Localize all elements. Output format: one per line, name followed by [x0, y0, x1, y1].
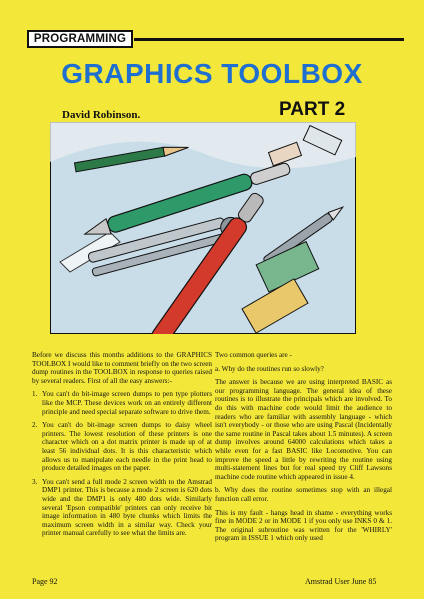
answer-a: The answer is because we are using interpreted BASIC as our programming language. The general idea of these routines is to illustrate the principals which are involved. To do this with machine code would limit the audience to readers who are familiar with assembly language - which isn't everybody - or those who are using Pascal (Incidentally the same routine in Pascal takes about 1.5 minutes). A screen dump involves around 64000 calculations which takes a while even for a fast BASIC like Locomotive. You can improve the speed a little by rewriting the routine using multi-statement lines but for real speed try Cliff Lawsons machine code routine which appeared in issue 4. [215, 378, 392, 481]
question-b: b. Why does the routine sometimes stop with an illegal function call error. [215, 486, 392, 503]
article-title: GRAPHICS TOOLBOX [61, 58, 363, 89]
queries-intro: Two common queries are - [215, 351, 292, 359]
right-column [215, 351, 392, 548]
magazine-issue: Amstrad User June 85 [305, 577, 377, 586]
drawing-tools-illustration [50, 122, 356, 334]
author-byline: David Robinson. [62, 109, 141, 121]
answer-b: This is my fault - hangs head in shame - everything works fine in MODE 2 or in MODE 1 if you only use INKS 0 & 1. The original subroutine was written for the 'WHIRLY' program in ISSUE 1 which only used [215, 508, 392, 543]
list-item-text: You can't do bit-image screen dumps to pen type plotters like the MCP. These devices work on an entirely different principle and need special separate software to drive them. [42, 390, 212, 416]
list-item-text: You can't send a full mode 2 screen width to the Amstrad DMP1 printer. This is because a mode 2 screen is 620 dots wide and the DMP1 is only 480 dots wide. Similarly several 'Epson compatible' printers can only receive bit image information in 480 byte chunks which limits the maximum screen width in a similar way. Check your printer manual carefully to see what the limits are. [42, 477, 212, 538]
left-column [32, 351, 212, 543]
question-a: a. Why do the routines run so slowly? [215, 364, 324, 373]
list-item-text: You can't do bit-image screen dumps to daisy wheel printers. The lowest resolution of these printers is one character which on a dot matrix printer is made up of at least 56 individual dots. It is this characteristic which allows us to manipulate each needle in the print head to produce detailed images on the paper. [42, 421, 212, 473]
part-label: PART 2 [279, 99, 346, 120]
page-number: Page 92 [32, 577, 58, 586]
list-item: 3. You can't send a full mode 2 screen width to the Amstrad DMP1 printer. This is because a mode 2 screen is 620 dots wide and the DMP1 is only 480 dots wide. Similarly several 'Epson compatible' printers can only receive bit image information in 480 byte chunks which limits the maximum screen width in a similar way. Check your printer manual carefully to see what the limits are. [32, 477, 212, 538]
header-rule [134, 38, 404, 41]
section-tag: PROGRAMMING [27, 30, 133, 48]
list-item: 2. You can't do bit-image screen dumps to daisy wheel printers. The lowest resolution of these printers is one character which on a dot matrix printer is made up of at least 56 individual dots. It is this characteristic which allows us to manipulate each needle in the print head to produce detailed images on the paper. [32, 421, 212, 473]
intro-paragraph: Before we discuss this months additions to the GRAPHICS TOOLBOX I would like to comment briefly on the two screen dump routines in the TOOLBOX in response to queries raised by several readers. First of all the easy answers:- [32, 351, 212, 385]
list-item: 1. You can't do bit-image screen dumps to pen type plotters like the MCP. These devices work on an entirely different principle and need special separate software to drive them. [32, 390, 212, 416]
